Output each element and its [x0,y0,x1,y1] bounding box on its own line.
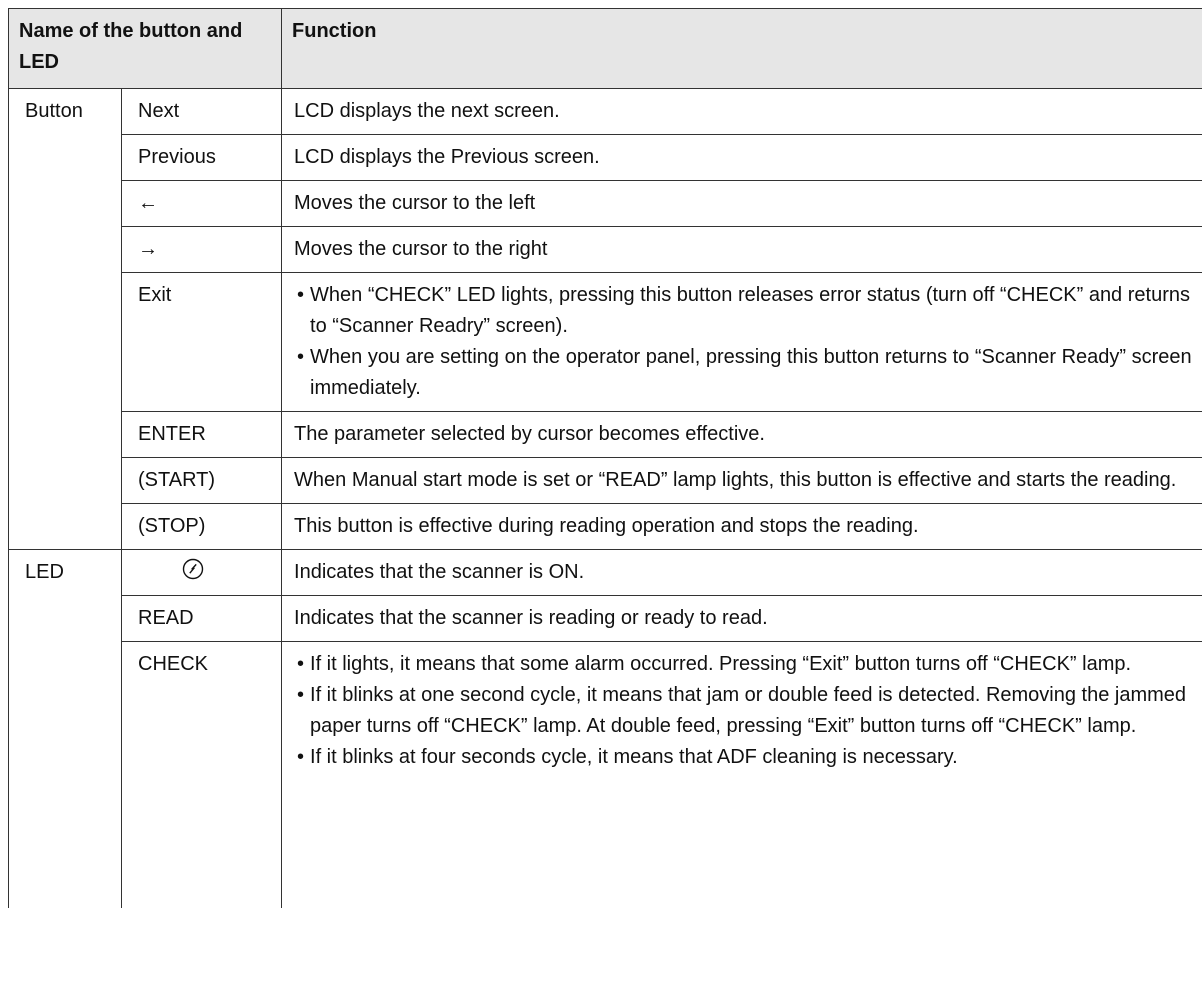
table-row [9,181,1202,227]
table-row [9,273,1202,412]
button-name-right-arrow: → [122,227,282,273]
header-name-of-button-and-led: Name of the button and LED [9,9,282,89]
table-row [9,227,1202,273]
function-bullets [282,273,1202,412]
button-name-previous: Previous [122,135,282,181]
button-name-next: Next [122,89,282,135]
bullet-item: • If it lights, it means that some alarm occurred. Pressing “Exit” button turns off “CHECK” lamp. [294,649,1196,680]
function-bullets [282,642,1202,909]
function-text: LCD displays the Previous screen. [282,135,1202,181]
power-icon [182,558,204,580]
button-led-table [8,8,1202,908]
table-row [9,412,1202,458]
table-header-row [9,9,1202,89]
function-text: Indicates that the scanner is ON. [282,550,1202,596]
bullet-item: • When you are setting on the operator panel, pressing this button returns to “Scanner Ready” screen immediately. [294,342,1196,404]
function-text: This button is effective during reading operation and stops the reading. [282,504,1202,550]
bullet-item: • When “CHECK” LED lights, pressing this button releases error status (turn off “CHECK” and returns to “Scanner Readry” screen). [294,280,1196,342]
function-text: Moves the cursor to the right [282,227,1202,273]
table-row [9,135,1202,181]
led-name-power [122,550,282,596]
table-row [9,596,1202,642]
led-name-read: READ [122,596,282,642]
table-row [9,642,1202,909]
button-name-enter: ENTER [122,412,282,458]
function-text: Moves the cursor to the left [282,181,1202,227]
category-led: LED [9,550,122,909]
table-row [9,89,1202,135]
button-name-left-arrow: ← [122,181,282,227]
table-row [9,458,1202,504]
function-text: LCD displays the next screen. [282,89,1202,135]
function-text: Indicates that the scanner is reading or ready to read. [282,596,1202,642]
category-button: Button [9,89,122,550]
bullet-item: • If it blinks at four seconds cycle, it means that ADF cleaning is necessary. [294,742,1196,773]
header-function: Function [282,9,1202,89]
led-name-check: CHECK [122,642,282,909]
bullet-item: • If it blinks at one second cycle, it means that jam or double feed is detected. Removing the jammed paper turns off “CHECK” lamp. At double feed, pressing “Exit” button turns off “CHECK” lamp. [294,680,1196,742]
button-name-stop: (STOP) [122,504,282,550]
button-name-start: (START) [122,458,282,504]
function-text: When Manual start mode is set or “READ” lamp lights, this button is effective and starts the reading. [282,458,1202,504]
button-name-exit: Exit [122,273,282,412]
function-text: The parameter selected by cursor becomes effective. [282,412,1202,458]
table-row [9,550,1202,596]
table-row [9,504,1202,550]
